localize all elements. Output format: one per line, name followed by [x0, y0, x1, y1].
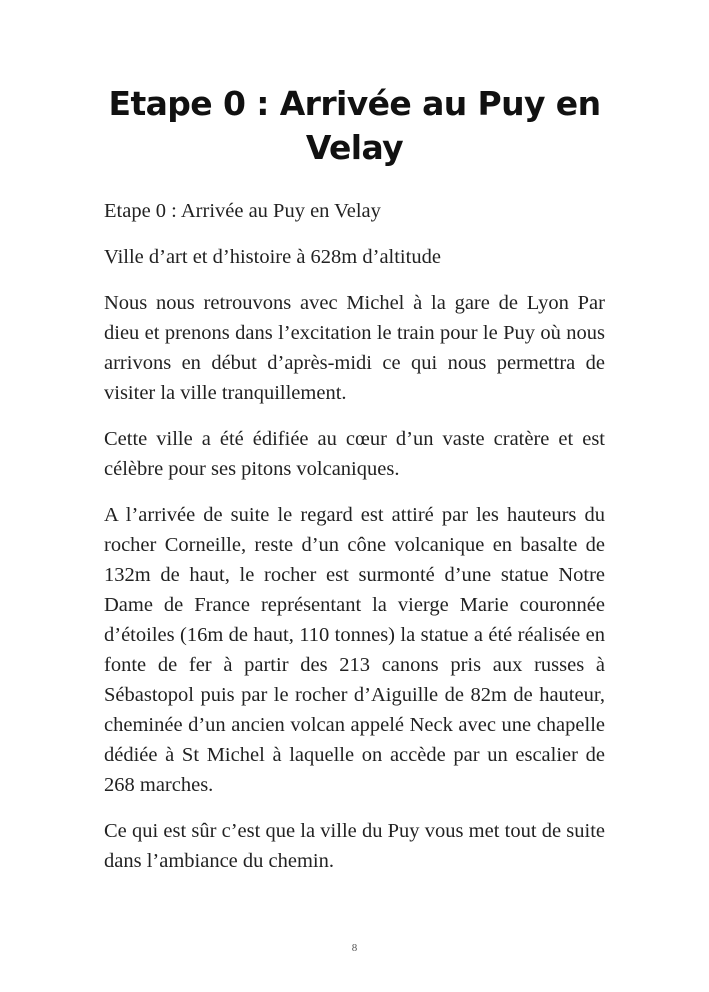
crater-paragraph: Cette ville a été édifiée au cœur d’un vaste cratère et est célèbre pour ses pitons volcaniques. [104, 428, 605, 480]
page-title: Etape 0 : Arrivée au Puy en Velay [108, 84, 601, 167]
altitude-paragraph: Ville d’art et d’histoire à 628m d’altitude [104, 246, 441, 268]
subtitle-paragraph: Etape 0 : Arrivée au Puy en Velay [104, 200, 381, 222]
page-number: 8 [351, 942, 358, 954]
rocks-paragraph: A l’arrivée de suite le regard est attiré par les hauteurs du rocher Corneille, reste d’un cône volcanique en basalte de 132m de haut, le rocher est surmonté d’une statue Notre Dame de France représentant la vierge Marie couronnée d’étoiles (16m de haut, 110 tonnes) la statue a été réalisée en fonte de fer à partir des 213 canons pris aux russes à Sébastopol puis par le rocher d’Aiguille de 82m de hauteur, cheminée d’un ancien volcan appelé Neck avec une chapelle dédiée à St Michel à laquelle on accède par un escalier de 268 marches. [104, 504, 605, 796]
arrival-paragraph: Nous nous retrouvons avec Michel à la gare de Lyon Par dieu et prenons dans l’excitation le train pour le Puy où nous arrivons en début d’après-midi ce qui nous permettra de visiter la ville tranquillement. [104, 292, 605, 404]
conclusion-paragraph: Ce qui est sûr c’est que la ville du Puy vous met tout de suite dans l’ambiance du chemin. [104, 820, 605, 872]
body-text [104, 196, 605, 892]
